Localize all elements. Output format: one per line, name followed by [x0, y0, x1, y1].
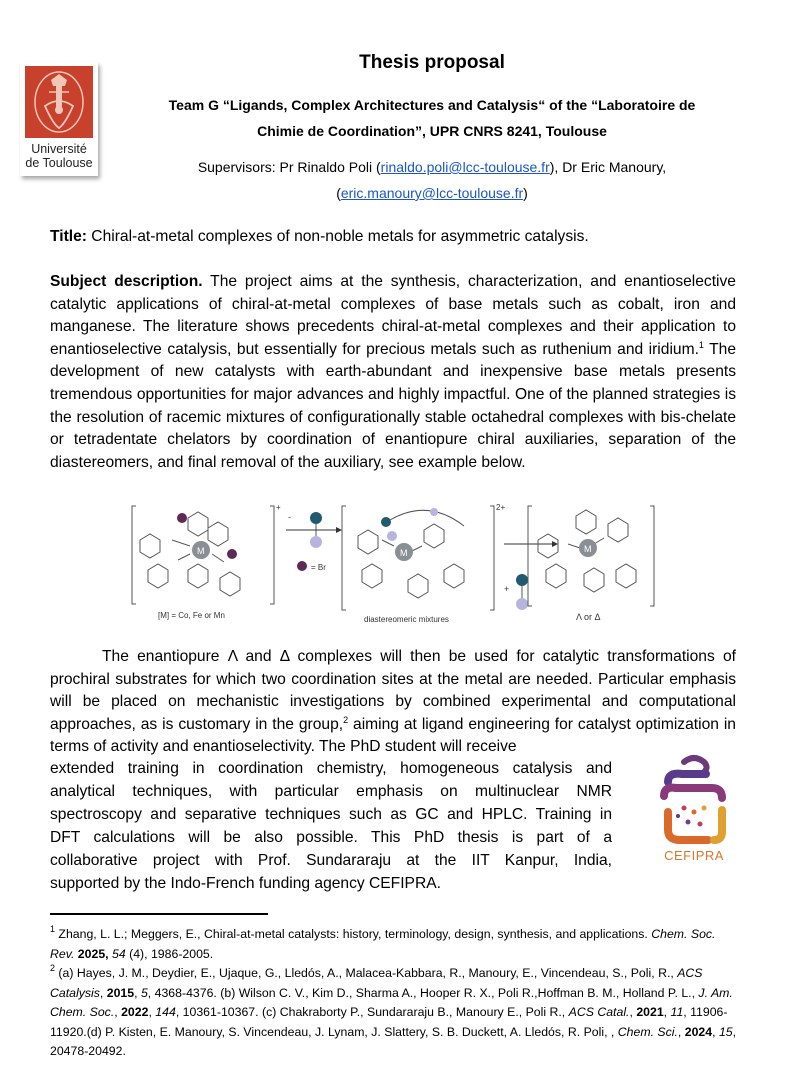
universite-de-toulouse-logo — [20, 62, 98, 176]
bromide-legend-label: = Br — [311, 563, 326, 572]
subject-description — [50, 271, 736, 474]
footnote-2-pages-4: , 20478-20492. — [50, 1024, 737, 1058]
metal-list-label: [M] = Co, Fe or Mn — [158, 611, 225, 620]
supervisors-prefix: Supervisors: Pr Rinaldo Poli ( — [197, 159, 381, 175]
footnote-2-year-3: 2021 — [636, 1005, 664, 1019]
product-label: Λ or Δ — [576, 612, 601, 622]
footnote-2-year-2: 2022 — [121, 1005, 149, 1019]
metal-label-middle: M — [400, 548, 408, 558]
footnote-2-pages-3: , 11906-11920.(d) P. Kisten, E. Manoury, S. Vincendeau, J. Lynam, J. Slattery, S. B. Duckett, A. Lledós, R. Poli, , — [50, 1005, 728, 1039]
cefipra-logo — [648, 752, 740, 872]
paragraph-2 — [50, 646, 736, 759]
mixture-label: diastereomeric mixtures — [364, 615, 449, 624]
footnote-ref-2[interactable]: 2 — [343, 714, 349, 725]
footnote-2-year-4: 2024 — [684, 1024, 713, 1039]
supervisors-line — [110, 155, 754, 179]
subject-text-1: The project aims at the synthesis, characterization, and enantioselective catalytic applications of chiral-at-metal complexes of base metals such as cobalt, iron and manganese. The literature shows precedents chiral-at-metal complexes and their application to enantioselective catalysis, but essentially for precious metals such as ruthenium and iridium. — [50, 273, 736, 358]
narrow-line-5: collaborative project with Prof. Sundararaju at the IIT Kanpur, India, — [50, 852, 612, 869]
footnote-ref-1[interactable]: 1 — [698, 339, 704, 350]
bromide-left-1 — [177, 513, 187, 523]
footnote-2-journal-4: Chem. Sci. — [617, 1024, 678, 1039]
auxiliary-light-2 — [387, 531, 397, 541]
manoury-open: ( — [336, 185, 341, 201]
auxiliary-dark-2 — [381, 517, 391, 527]
university-seal-icon — [25, 66, 93, 138]
title-text: Chiral-at-metal complexes of non-noble metals for asymmetric catalysis. — [86, 228, 589, 245]
bromide-legend — [297, 561, 307, 571]
narrow-line-1: extended training in coordination chemistry, homogeneous catalysis and — [50, 760, 612, 777]
footnote-divider — [50, 913, 268, 915]
minus-sign: - — [288, 512, 291, 522]
logo-line-2: de Toulouse — [25, 156, 93, 170]
footnote-1-pages: (4), 1986-2005. — [125, 946, 214, 961]
footnote-2-journal-3: ACS Catal. — [568, 1005, 630, 1019]
bromide-left-2 — [227, 549, 237, 559]
cefipra-icon — [648, 752, 740, 848]
metal-label-left: M — [197, 546, 205, 556]
cefipra-label: CEFIPRA — [664, 848, 724, 863]
footnote-2-volume-1: 5 — [140, 985, 148, 1000]
footnote-1-journal: Chem. Soc. Rev. — [50, 927, 716, 961]
footnote-2-journal-1: ACS Catalysis — [50, 966, 703, 1000]
footnote-2-volume-2: 144 — [155, 1005, 176, 1019]
footnote-2-pages-2: , 10361-10367. (c) Chakraborty P., Sundararaju B., Manoury E., Poli R., — [175, 1005, 566, 1019]
footnote-1-text: Zhang, L. L.; Meggers, E., Chiral-at-metal catalysts: history, terminology, design, synthesis, and applications. — [55, 927, 648, 941]
footnote-1-year: 2025, — [77, 946, 109, 961]
footnote-2-volume-3: 11 — [670, 1005, 684, 1019]
auxiliary-dark-1 — [310, 512, 322, 524]
footnote-1 — [50, 925, 740, 964]
reaction-scheme — [128, 500, 668, 630]
poli-email-link[interactable]: rinaldo.poli@lcc-toulouse.fr — [380, 159, 550, 175]
footnote-1-number: 1 — [50, 924, 56, 934]
narrow-line-3: spectroscopy and separative techniques such as GC and HPLC. Training in — [50, 806, 612, 823]
footnote-2: $^2$ (a) Hayes, J. M., Deydier, E., Ujaque, G., Lledós, A., Malacea-Kabbara, R., Manoury, E., Vincendeau, S., Poli, R., ACS Catalysis, 2015, 5, 4368-4376. (b) Wilson C. V., Kim D., Sharma A., Hooper R. X., Poli R.,Hoffman B. M., Holland P. L., J. Am. Chem. Soc., 2022, 144, 10361-10367. (c) Chakraborty P., Sundararaju B., Manoury E., Poli R., ACS Catal., 2021, 11, 11906-11920.(d) P. Kisten, E. Manoury, S. Vincendeau, J. Lynam, J. Slattery, S. B. Duckett, A. Lledós, R. Poli, , Chem. Sci., 2024, 15, 20478-20492. — [50, 963, 737, 1058]
plus-sign: + — [504, 584, 510, 594]
team-line-1: Team G “Ligands, Complex Architectures and Catalysis“ of the “Laboratoire de — [168, 97, 696, 113]
narrow-line-2: analytical techniques, with particular emphasis on multinuclear NMR — [50, 783, 612, 800]
footnote-2-volume-4: 15 — [718, 1024, 733, 1039]
auxiliary-light-1 — [310, 536, 322, 548]
footnote-2-journal-2: J. Am. Chem. Soc. — [50, 985, 733, 1019]
auxiliary-dark-3 — [516, 574, 528, 586]
manoury-close: ) — [523, 185, 528, 201]
thesis-title — [50, 226, 736, 249]
narrow-line-4: DFT calculations will be also possible. This PhD thesis is part of a — [50, 829, 612, 846]
subject-label: Subject description. — [50, 273, 203, 290]
footnote-2-number: 2 — [50, 963, 56, 973]
footnote-2-pages-1: , 4368-4376. (b) Wilson C. V., Kim D., Sharma A., Hooper R. X., Poli R.,Hoffman B. M., Holland P. L., — [147, 985, 695, 1000]
subject-text-2: The development of new catalysts with earth-abundant and inexpensive base metals presents tremendous opportunities for major advances and highly impactful. One of the planned strategies is the resolution of racemic mixtures of configurationally stable octahedral complexes with bis-chelate or tetradentate chelators by coordination of enantiopure chiral auxiliaries, separation of the diastereomers, and final removal of the auxiliary, see example below. — [50, 340, 736, 471]
charge-1: + — [276, 503, 281, 512]
page-title: Thesis proposal — [359, 52, 505, 73]
paragraph-2-text-1: The enantiopure Λ and Δ complexes will then be used for catalytic transformations of prochiral substrates for which two coordination sites at the metal are needed. Particular emphasis will be placed on mechanistic investigations by combined experimental and computational approaches, as is customary in the group, — [50, 648, 736, 733]
paragraph-2-text-2: aiming at ligand engineering for catalyst optimization in terms of activity and enantioselectivity. The PhD student will receive — [50, 715, 736, 756]
title-label: Title: — [50, 228, 87, 245]
auxiliary-light-3 — [430, 508, 438, 516]
logo-line-1: Université — [31, 142, 87, 156]
footnote-2-year-1: 2015 — [106, 985, 135, 1000]
middle-complex — [342, 506, 494, 610]
footnote-2-text-a: (a) Hayes, J. M., Deydier, E., Ujaque, G., Lledós, A., Malacea-Kabbara, R., Manoury, E., Vincendeau, S., Poli, R., — [55, 966, 674, 980]
manoury-email-line — [110, 181, 754, 205]
metal-label-right: M — [584, 544, 592, 554]
auxiliary-light-4 — [516, 598, 528, 610]
team-line-2: Chimie de Coordination”, UPR CNRS 8241, Toulouse — [257, 123, 607, 139]
footnote-1-volume: 54 — [112, 946, 126, 961]
narrow-line-6: supported by the Indo-French funding agency CEFIPRA. — [50, 875, 441, 892]
supervisors-mid: ), Dr Eric Manoury, — [549, 159, 667, 175]
charge-2: 2+ — [496, 503, 506, 512]
manoury-email-link[interactable]: eric.manoury@lcc-toulouse.fr — [340, 185, 524, 201]
